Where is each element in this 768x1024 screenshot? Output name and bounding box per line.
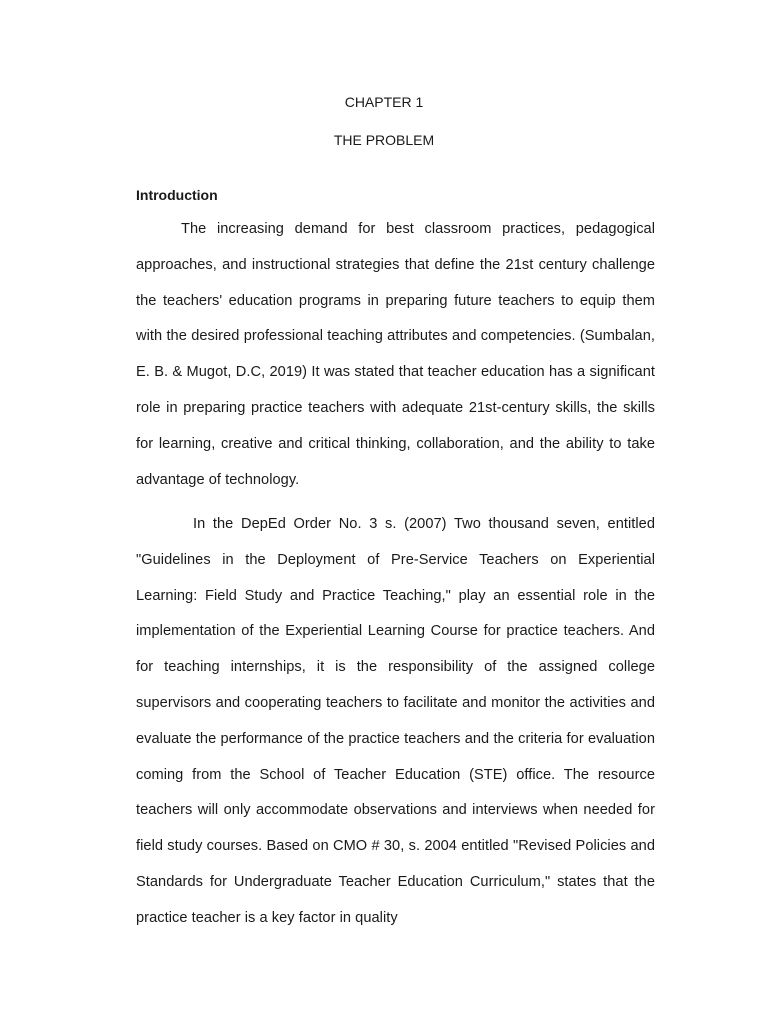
chapter-number: CHAPTER 1: [344, 94, 424, 110]
chapter-title: THE PROBLEM: [333, 132, 435, 148]
section-heading: Introduction: [136, 187, 218, 203]
body-paragraph: The increasing demand for best classroom practices, pedagogical approaches, and instructional strategies that define the 21st century challenge the teachers' education programs in preparing future teachers to equip them with the desired professional teaching attributes and competencies. (Sumbalan, E. B. & Mugot, D.C, 2019) It was stated that teacher education has a significant role in preparing practice teachers with adequate 21st-century skills, the skills for learning, creative and critical thinking, collaboration, and the ability to take advantage of technology.: [136, 221, 655, 488]
body-paragraph: In the DepEd Order No. 3 s. (2007) Two thousand seven, entitled "Guidelines in the Deployment of Pre-Service Teachers on Experiential Learning: Field Study and Practice Teaching," play an essential role in the implementation of the Experiential Learning Course for practice teachers. And for teaching internships, it is the responsibility of the assigned college supervisors and cooperating teachers to facilitate and monitor the activities and evaluate the performance of the practice teachers and the criteria for evaluation coming from the School of Teacher Education (STE) office. The resource teachers will only accommodate observations and interviews when needed for field study courses. Based on CMO # 30, s. 2004 entitled "Revised Policies and Standards for Undergraduate Teacher Education Curriculum," states that the practice teacher is a key factor in quality: [136, 516, 655, 926]
